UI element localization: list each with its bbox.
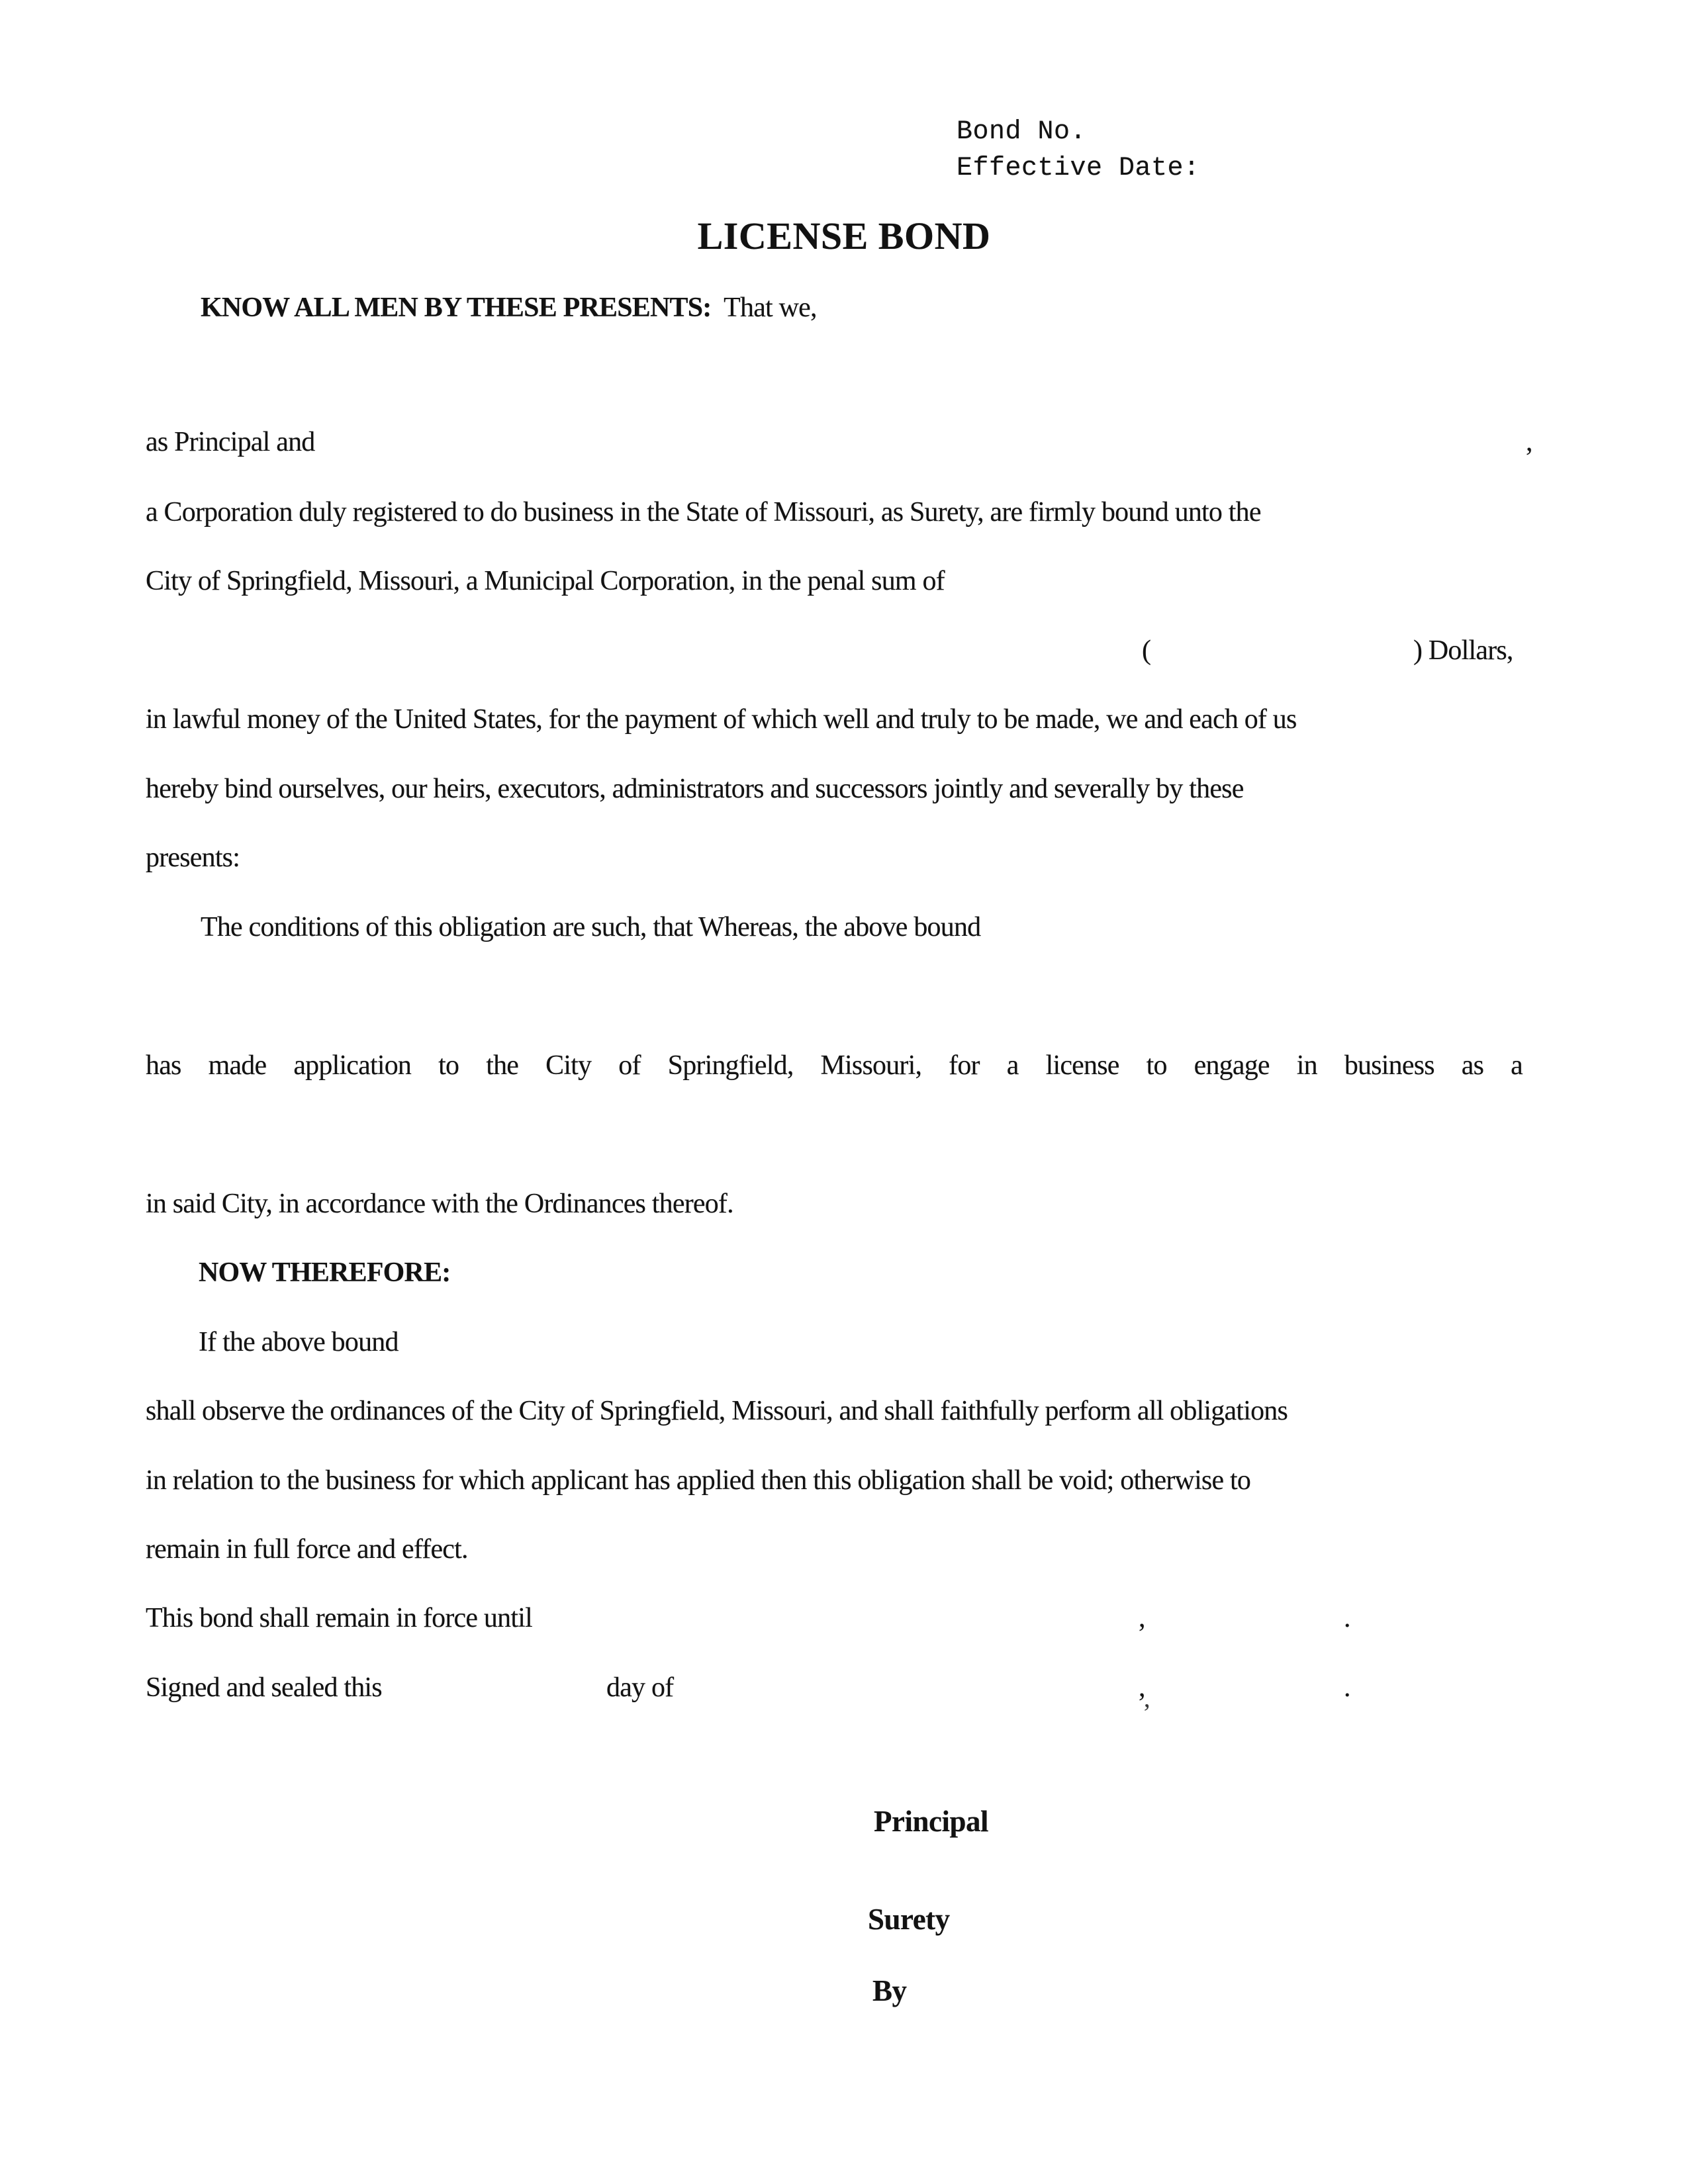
stray-comma-mark: ,: [1144, 1685, 1150, 1713]
city-penal-sum-line: City of Springfield, Missouri, a Municipal Corporation, in the penal sum of: [146, 566, 945, 596]
duration-blank-comma: ,: [1139, 1603, 1145, 1633]
amount-open-paren: (: [1142, 635, 1151, 666]
hereby-bind-line: hereby bind ourselves, our heirs, executors, administrators and successors jointly and severally by these: [146, 774, 1244, 804]
day-of-text: day of: [606, 1672, 674, 1703]
lawful-money-line: in lawful money of the United States, for the payment of which well and truly to be made, we and each of us: [146, 704, 1297, 735]
in-relation-line: in relation to the business for which applicant has applied then this obligation shall be void; otherwise to: [146, 1465, 1251, 1496]
effective-date-label: Effective Date:: [957, 154, 1200, 183]
know-all-men-heading: KNOW ALL MEN BY THESE PRESENTS:: [201, 293, 712, 323]
if-above-bound-line: If the above bound: [199, 1327, 399, 1357]
in-said-city-line: in said City, in accordance with the Ordinances thereof.: [146, 1189, 733, 1219]
as-principal-text: as Principal and: [146, 427, 315, 457]
signed-blank-comma: ,: [1139, 1672, 1145, 1703]
bond-number-label: Bond No.: [957, 117, 1087, 147]
surety-signature-label: Surety: [868, 1903, 950, 1936]
that-we-text: That we,: [724, 293, 817, 323]
as-principal-line: [0, 426, 1688, 559]
now-therefore-heading: NOW THEREFORE:: [199, 1257, 451, 1288]
shall-observe-line: shall observe the ordinances of the City of Springfield, Missouri, and shall faithfully perform all obligations: [146, 1396, 1288, 1426]
surety-name-blank-comma: ,: [1526, 427, 1532, 457]
know-all-men-tail: [711, 293, 724, 323]
page-title: LICENSE BOND: [697, 214, 991, 257]
by-signature-label: By: [872, 1974, 907, 2007]
conditions-line: The conditions of this obligation are such, that Whereas, the above bound: [201, 912, 981, 942]
principal-signature-label: Principal: [874, 1805, 988, 1838]
signed-sealed-line: [0, 1671, 1688, 1871]
signed-blank-period: .: [1344, 1672, 1350, 1703]
dollars-amount-line: [0, 634, 1688, 768]
remain-in-force-line: remain in full force and effect.: [146, 1534, 468, 1565]
bond-duration-text: This bond shall remain in force until: [146, 1603, 532, 1633]
duration-blank-period: .: [1344, 1603, 1350, 1633]
opening-clause-line: [201, 291, 817, 324]
presents-line: presents:: [146, 842, 240, 873]
application-line: has made application to the City of Springfield, Missouri, for a license to engage in business as a: [146, 1050, 1523, 1081]
corporation-line: a Corporation duly registered to do business in the State of Missouri, as Surety, are firmly bound unto the: [146, 497, 1261, 527]
amount-close-paren-dollars: ) Dollars,: [1413, 635, 1513, 666]
signed-sealed-text: Signed and sealed this: [146, 1672, 382, 1703]
